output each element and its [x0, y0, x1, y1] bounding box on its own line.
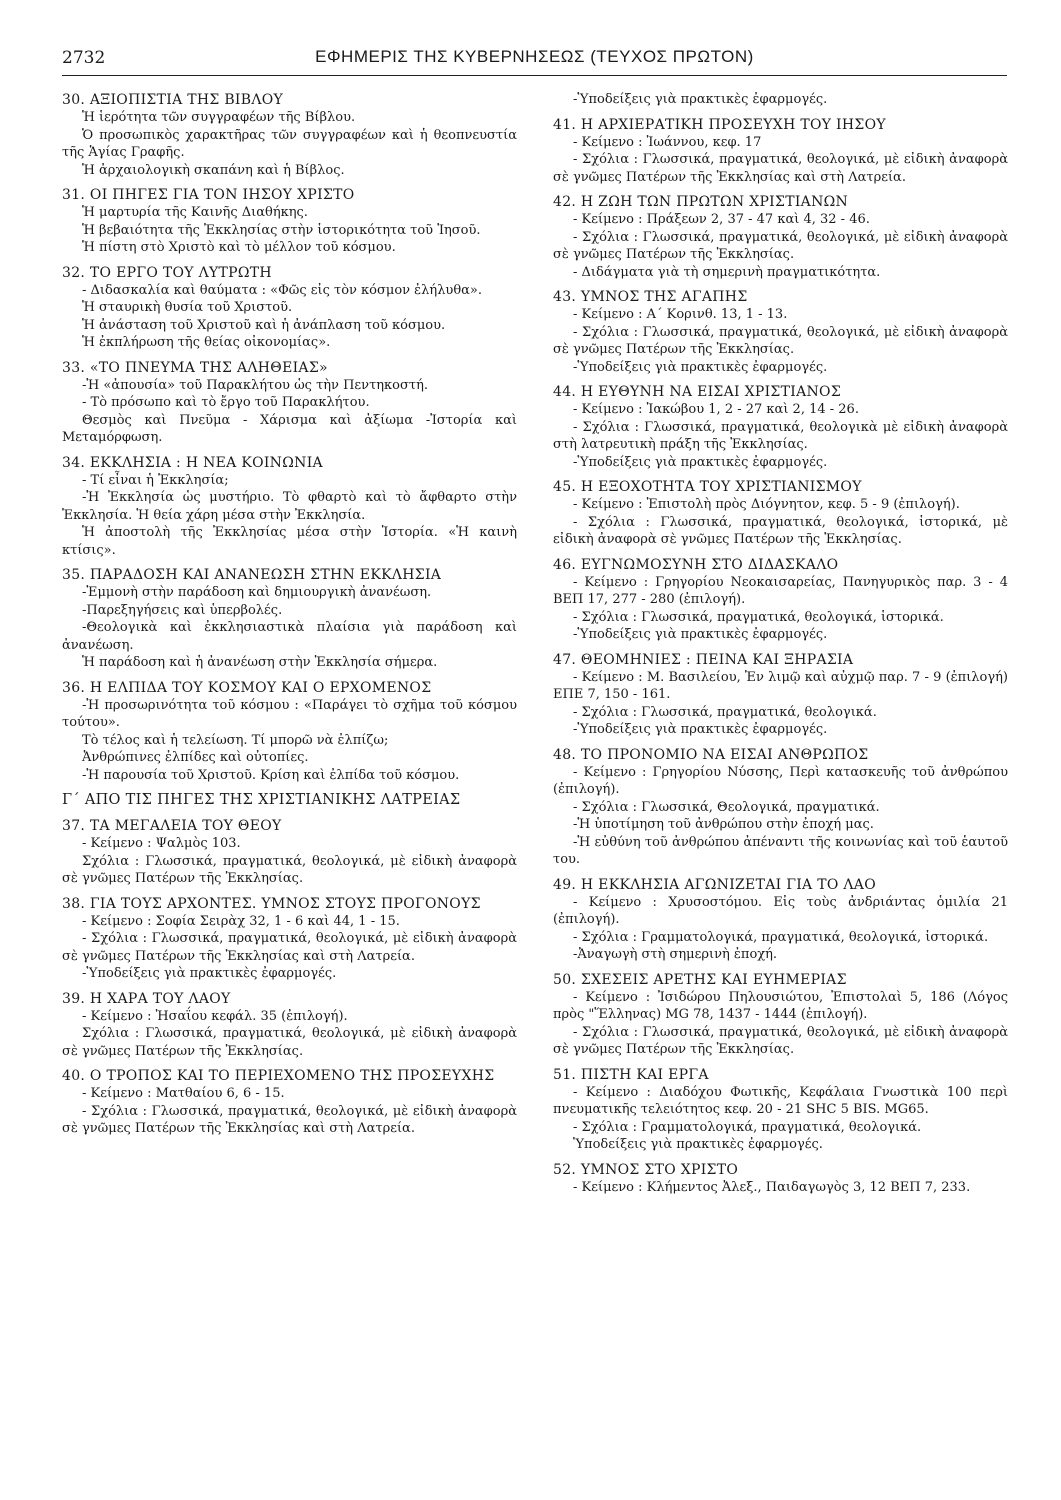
section — [62, 791, 517, 810]
section-line: - Κείμενο : Γρηγορίου Νεοκαισαρείας, Πανηγυρικὸς παρ. 3 - 4 ΒΕΠ 17, 277 - 280 (ἐπιλογή). — [553, 574, 1008, 607]
section-line: - Κείμενο : Σοφία Σειρὰχ 32, 1 - 6 καὶ 44, 1 - 15. — [82, 913, 400, 929]
section-line: - Σχόλια : Γλωσσικά, πραγματικά, θεολογικὰ μὲ εἰδικὴ ἀναφορὰ στὴ λατρευτικὴ πράξη τῆς Ἐκκλησίας. — [553, 419, 1008, 452]
section — [553, 478, 1008, 549]
section — [553, 556, 1008, 644]
section-line: - Κείμενο : Α΄ Κορινθ. 13, 1 - 13. — [573, 307, 788, 322]
section-line: - Σχόλια : Γλωσσικά, πραγματικά, θεολογικά, μὲ εἰδικὴ ἀναφορὰ σὲ γνῶμες Πατέρων τῆς Ἐκκλησίας καὶ στὴ Λατρεία. — [553, 152, 1008, 185]
section-line: -Ὑποδείξεις γιὰ πρακτικὲς ἐφαρμογές. — [573, 722, 828, 737]
section — [62, 566, 517, 672]
section-line: -Ὑποδείξεις γιὰ πρακτικὲς ἐφαρμογές. — [82, 966, 337, 981]
left-column — [62, 91, 517, 1471]
section-line: Ἡ βεβαιότητα τῆς Ἐκκλησίας στὴν ἱστορικότητα τοῦ Ἰησοῦ. — [82, 222, 481, 238]
section-heading: 40. Ο ΤΡΟΠΟΣ ΚΑΙ ΤΟ ΠΕΡΙΕΧΟΜΕΝΟ ΤΗΣ ΠΡΟΣΕΥΧΗΣ — [62, 1068, 495, 1084]
section-heading: Γ΄ ΑΠΟ ΤΙΣ ΠΗΓΕΣ ΤΗΣ ΧΡΙΣΤΙΑΝΙΚΗΣ ΛΑΤΡΕΙΑΣ — [62, 792, 461, 808]
section-heading: 47. ΘΕΟΜΗΝΙΕΣ : ΠΕΙΝΑ ΚΑΙ ΞΗΡΑΣΙΑ — [553, 651, 854, 668]
section-line: - Κείμενο : Ἰακώβου 1, 2 - 27 καὶ 2, 14 - 26. — [573, 402, 859, 417]
section-heading: 46. ΕΥΓΝΩΜΟΣΥΝΗ ΣΤΟ ΔΙΔΑΣΚΑΛΟ — [553, 556, 839, 573]
section-line: Ἀνθρώπινες ἐλπίδες καὶ οὐτοπίες. — [82, 750, 309, 765]
section — [62, 895, 517, 983]
section-line: Ἡ ἱερότητα τῶν συγγραφέων τῆς Βίβλου. — [82, 110, 356, 125]
section — [62, 186, 517, 257]
section-heading: 43. ΥΜΝΟΣ ΤΗΣ ΑΓΑΠΗΣ — [553, 289, 748, 305]
section-line: -Θεολογικὰ καὶ ἐκκλησιαστικὰ πλαίσια γιὰ παράδοση καὶ ἀνανέωση. — [62, 620, 517, 653]
section-heading: 32. ΤΟ ΕΡΓΟ ΤΟΥ ΛΥΤΡΩΤΗ — [62, 264, 272, 281]
section-heading: 45. Η ΕΞΟΧΟΤΗΤΑ ΤΟΥ ΧΡΙΣΤΙΑΝΙΣΜΟΥ — [553, 479, 862, 495]
section-line: - Σχόλια : Γλωσσικά, πραγματικά, θεολογικά, μὲ εἰδικὴ ἀναφορὰ σὲ γνῶμες Πατέρων τῆς Ἐκκλησίας καὶ στὴ Λατρεία. — [62, 1103, 517, 1136]
section-heading: 50. ΣΧΕΣΕΙΣ ΑΡΕΤΗΣ ΚΑΙ ΕΥΗΜΕΡΙΑΣ — [553, 971, 847, 988]
section-line: - Κείμενο : Ἐπιστολὴ πρὸς Διόγνητον, κεφ. 5 - 9 (ἐπιλογή). — [573, 497, 960, 512]
section-line: - Διδάγματα γιὰ τὴ σημερινὴ πραγματικότητα. — [573, 264, 881, 280]
section — [62, 990, 517, 1061]
section-line: -Ὑποδείξεις γιὰ πρακτικὲς ἐφαρμογές. — [573, 454, 828, 470]
section-line: - Σχόλια : Γλωσσικά, πραγματικά, θεολογικά. — [573, 704, 877, 720]
section-line: -Ὑποδείξεις γιὰ πρακτικὲς ἐφαρμογές. — [573, 359, 828, 375]
section-line: - Σχόλια : Γλωσσικά, πραγματικά, θεολογικά, ἱστορικά. — [573, 609, 944, 625]
section — [62, 454, 517, 560]
gazette-title: ΕΦΗΜΕΡΙΣ ΤΗΣ ΚΥΒΕΡΝΗΣΕΩΣ (ΤΕΥΧΟΣ ΠΡΩΤΟΝ) — [315, 47, 754, 66]
section — [553, 651, 1008, 739]
section-line: Ἡ ἀρχαιολογικὴ σκαπάνη καὶ ἡ Βίβλος. — [82, 162, 345, 178]
section-line: -Παρεξηγήσεις καὶ ὑπερβολές. — [82, 602, 283, 618]
section-line: - Σχόλια : Γλωσσικά, πραγματικά, θεολογικά, μὲ εἰδικὴ ἀναφορὰ σὲ γνῶμες Πατέρων τῆς Ἐκκλησίας. — [553, 229, 1008, 262]
section-heading: 31. ΟΙ ΠΗΓΕΣ ΓΙΑ ΤΟΝ ΙΗΣΟΥ ΧΡΙΣΤΟ — [62, 187, 355, 203]
section-line: - Σχόλια : Γραμματολογικά, πραγματικά, θεολογικά, ἱστορικά. — [573, 929, 989, 945]
section-line: Ὑποδείξεις γιὰ πρακτικὲς ἐφαρμογές. — [573, 1137, 823, 1152]
section — [553, 1066, 1008, 1154]
section-heading: 41. Η ΑΡΧΙΕΡΑΤΙΚΗ ΠΡΟΣΕΥΧΗ ΤΟΥ ΙΗΣΟΥ — [553, 116, 886, 133]
section-line: - Σχόλια : Γλωσσικά, πραγματικά, θεολογικά, ἱστορικά, μὲ εἰδικὴ ἀναφορὰ σὲ γνῶμες Πατέρων τῆς Ἐκκλησίας. — [553, 514, 1008, 547]
section-heading: 30. ΑΞΙΟΠΙΣΤΙΑ ΤΗΣ ΒΙΒΛΟΥ — [62, 92, 284, 108]
section-line: -Ἡ παρουσία τοῦ Χριστοῦ. Κρίση καὶ ἐλπίδα τοῦ κόσμου. — [82, 767, 460, 783]
section-heading: 38. ΓΙΑ ΤΟΥΣ ΑΡΧΟΝΤΕΣ. ΥΜΝΟΣ ΣΤΟΥΣ ΠΡΟΓΟΝΟΥΣ — [62, 895, 481, 912]
header-rule — [62, 75, 1007, 76]
section-line: - Κείμενο : Πράξεων 2, 37 - 47 καὶ 4, 32 - 46. — [573, 212, 870, 227]
section — [553, 746, 1008, 869]
section-heading: 52. ΥΜΝΟΣ ΣΤΟ ΧΡΙΣΤΟ — [553, 1161, 739, 1178]
section-line: Σχόλια : Γλωσσικά, πραγματικά, θεολογικά, μὲ εἰδικὴ ἀναφορὰ σὲ γνῶμες Πατέρων τῆς Ἐκκλησίας. — [62, 853, 517, 886]
section — [62, 264, 517, 352]
section — [62, 817, 517, 888]
section-line: Σχόλια : Γλωσσικά, πραγματικά, θεολογικά, μὲ εἰδικὴ ἀναφορὰ σὲ γνῶμες Πατέρων τῆς Ἐκκλησίας. — [62, 1026, 517, 1059]
page-header — [62, 44, 1007, 72]
section-line: -Ἀναγωγὴ στὴ σημερινὴ ἐποχή. — [573, 947, 778, 962]
section-line: - Σχόλια : Γλωσσικά, Θεολογικά, πραγματικά. — [573, 799, 880, 815]
section-heading: 34. ΕΚΚΛΗΣΙΑ : Η ΝΕΑ ΚΟΙΝΩΝΙΑ — [62, 454, 323, 471]
section-line: - Κείμενο : Γρηγορίου Νύσσης, Περὶ κατασκευῆς τοῦ ἀνθρώπου (ἐπιλογή). — [553, 764, 1008, 797]
section-line: - Κείμενο : Διαδόχου Φωτικῆς, Κεφάλαια Γνωστικὰ 100 περὶ πνευματικῆς τελειότητος κεφ. 20 - 21 SHC 5 BIS. MG65. — [553, 1084, 1008, 1117]
section — [553, 383, 1008, 471]
section — [62, 1067, 517, 1138]
section-line: -Ὑποδείξεις γιὰ πρακτικὲς ἐφαρμογές. — [573, 92, 828, 107]
section-line: Ἡ παράδοση καὶ ἡ ἀνανέωση στὴν Ἐκκλησία σήμερα. — [82, 655, 438, 670]
section-line: - Σχόλια : Γραμματολογικά, πραγματικά, θεολογικά. — [573, 1119, 922, 1135]
section — [553, 876, 1008, 964]
section-line: Ἡ ἐκπλήρωση τῆς θείας οἰκονομίας». — [82, 335, 331, 350]
section-line: - Κείμενο : Ψαλμὸς 103. — [82, 836, 241, 851]
section — [62, 359, 517, 447]
section-line: - Σχόλια : Γλωσσικά, πραγματικά, θεολογικά, μὲ εἰδικὴ ἀναφορὰ σὲ γνῶμες Πατέρων τῆς Ἐκκλησίας. — [553, 324, 1008, 357]
section-heading: 33. «ΤΟ ΠΝΕΥΜΑ ΤΗΣ ΑΛΗΘΕΙΑΣ» — [62, 359, 328, 376]
section-line: Θεσμὸς καὶ Πνεῦμα - Χάρισμα καὶ ἀξίωμα -Ἱστορία καὶ Μεταμόρφωση. — [62, 412, 517, 445]
section-line: Ἡ μαρτυρία τῆς Καινῆς Διαθήκης. — [82, 205, 308, 220]
section-line: -Ἡ προσωρινότητα τοῦ κόσμου : «Παράγει τὸ σχῆμα τοῦ κόσμου τούτου». — [62, 697, 517, 730]
section-line: - Τί εἶναι ἡ Ἐκκλησία; — [82, 472, 229, 488]
section-heading: 36. Η ΕΛΠΙΔΑ ΤΟΥ ΚΟΣΜΟΥ ΚΑΙ Ο ΕΡΧΟΜΕΝΟΣ — [62, 679, 432, 696]
section — [62, 91, 517, 179]
section-heading: 42. Η ΖΩΗ ΤΩΝ ΠΡΩΤΩΝ ΧΡΙΣΤΙΑΝΩΝ — [553, 194, 849, 210]
section — [553, 971, 1008, 1059]
section — [553, 193, 1008, 281]
section-line: Ἡ πίστη στὸ Χριστὸ καὶ τὸ μέλλον τοῦ κόσμου. — [82, 240, 396, 255]
page-number: 2732 — [62, 48, 106, 68]
section-line: Ἡ ἀνάσταση τοῦ Χριστοῦ καὶ ἡ ἀνάπλαση τοῦ κόσμου. — [82, 317, 446, 333]
section-line: - Κείμενο : Μ. Βασιλείου, Ἐν λιμῷ καὶ αὐχμῷ παρ. 7 - 9 (ἐπιλογή) ΕΠΕ 7, 150 - 161. — [553, 669, 1008, 702]
section-line: -Ὑποδείξεις γιὰ πρακτικὲς ἐφαρμογές. — [573, 627, 828, 642]
right-column — [553, 91, 1008, 1471]
section-heading: 49. Η ΕΚΚΛΗΣΙΑ ΑΓΩΝΙΖΕΤΑΙ ΓΙΑ ΤΟ ΛΑΟ — [553, 876, 876, 893]
section-line: -Ἐμμονὴ στὴν παράδοση καὶ δημιουργικὴ ἀνανέωση. — [82, 585, 432, 600]
section-heading: 37. ΤΑ ΜΕΓΑΛΕΙΑ ΤΟΥ ΘΕΟΥ — [62, 818, 282, 834]
section-line: - Τὸ πρόσωπο καὶ τὸ ἔργο τοῦ Παρακλήτου. — [82, 395, 370, 410]
section — [553, 1161, 1008, 1197]
section-line: - Σχόλια : Γλωσσικά, πραγματικά, θεολογικά, μὲ εἰδικὴ ἀναφορὰ σὲ γνῶμες Πατέρων τῆς Ἐκκλησίας καὶ στὴ Λατρεία. — [62, 931, 517, 964]
section — [553, 91, 1008, 109]
section-line: -Ἡ ὑποτίμηση τοῦ ἀνθρώπου στὴν ἐποχή μας. — [573, 817, 874, 832]
section-line: Ἡ σταυρικὴ θυσία τοῦ Χριστοῦ. — [82, 300, 293, 315]
section-line: -Ἡ εὐθύνη τοῦ ἀνθρώπου ἀπέναντι τῆς κοινωνίας καὶ τοῦ ἑαυτοῦ του. — [553, 834, 1008, 867]
section-line: Τὸ τέλος καὶ ἡ τελείωση. Τί μπορῶ νὰ ἐλπίζω; — [82, 732, 389, 748]
section-line: -Ἡ Ἐκκλησία ὡς μυστήριο. Τὸ φθαρτὸ καὶ τὸ ἄφθαρτο στὴν Ἐκκλησία. Ἡ θεία χάρη μέσα στὴν Ἐκκλησία. — [62, 490, 517, 523]
section-line: Ὁ προσωπικὸς χαρακτῆρας τῶν συγγραφέων καὶ ἡ θεοπνευστία τῆς Ἁγίας Γραφῆς. — [62, 127, 517, 160]
section-line: - Κείμενο : Ματθαίου 6, 6 - 15. — [82, 1086, 285, 1101]
section-line: - Κείμενο : Ἰσιδώρου Πηλουσιώτου, Ἐπιστολαὶ 5, 186 (Λόγος πρὸς "Ἕλληνας) MG 78, 1437 - 1444 (ἐπιλογή). — [553, 989, 1008, 1022]
section-line: Ἡ ἀποστολὴ τῆς Ἐκκλησίας μέσα στὴν Ἱστορία. «Ἡ καινὴ κτίσις». — [62, 525, 517, 558]
section-heading: 35. ΠΑΡΑΔΟΣΗ ΚΑΙ ΑΝΑΝΕΩΣΗ ΣΤΗΝ ΕΚΚΛΗΣΙΑ — [62, 567, 442, 583]
section-line: -Ἡ «ἀπουσία» τοῦ Παρακλήτου ὡς τὴν Πεντηκοστή. — [82, 377, 428, 393]
section — [62, 679, 517, 785]
section — [553, 288, 1008, 376]
section-line: - Διδασκαλία καὶ θαύματα : «Φῶς εἰς τὸν κόσμον ἐλήλυθα». — [82, 282, 483, 298]
section-line: - Κείμενο : Χρυσοστόμου. Εἰς τοὺς ἀνδριάντας ὁμιλία 21 (ἐπιλογή). — [553, 894, 1008, 927]
section-line: - Κείμενο : Ἠσαΐου κεφάλ. 35 (ἐπιλογή). — [82, 1008, 348, 1024]
section-heading: 39. Η ΧΑΡΑ ΤΟΥ ΛΑΟΥ — [62, 990, 231, 1007]
section-heading: 48. ΤΟ ΠΡΟΝΟΜΙΟ ΝΑ ΕΙΣΑΙ ΑΝΘΡΩΠΟΣ — [553, 746, 869, 763]
section — [553, 116, 1008, 187]
section-line: - Κείμενο : Κλήμεντος Ἀλεξ., Παιδαγωγὸς 3, 12 ΒΕΠ 7, 233. — [573, 1179, 971, 1195]
section-line: - Σχόλια : Γλωσσικά, πραγματικά, θεολογικά, μὲ εἰδικὴ ἀναφορὰ σὲ γνῶμες Πατέρων τῆς Ἐκκλησίας. — [553, 1024, 1008, 1057]
section-heading: 44. Η ΕΥΘΥΝΗ ΝΑ ΕΙΣΑΙ ΧΡΙΣΤΙΑΝΟΣ — [553, 384, 842, 400]
section-heading: 51. ΠΙΣΤΗ ΚΑΙ ΕΡΓΑ — [553, 1066, 709, 1083]
section-line: - Κείμενο : Ἰωάννου, κεφ. 17 — [573, 134, 762, 150]
